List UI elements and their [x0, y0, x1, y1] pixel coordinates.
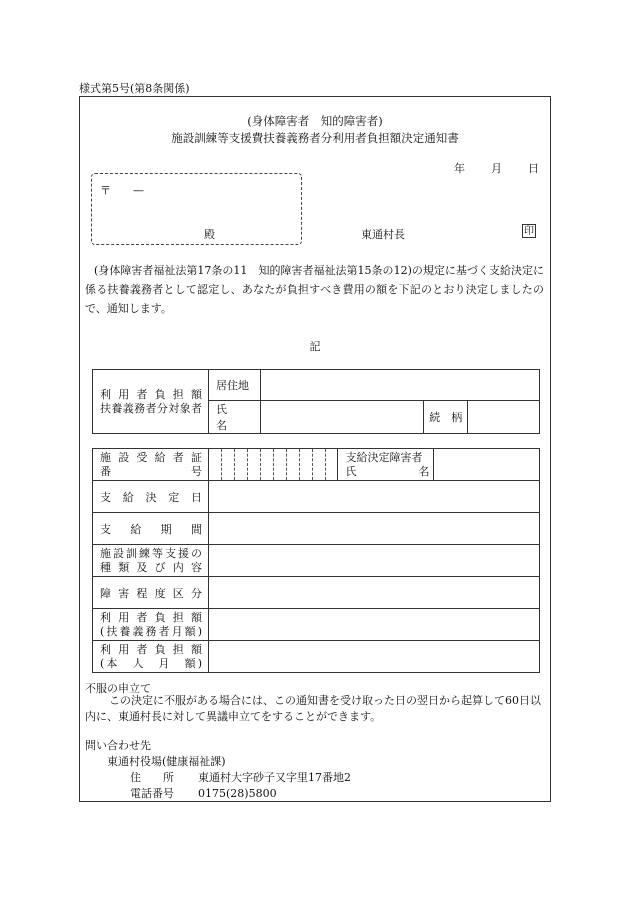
date-row: [454, 160, 539, 176]
guardian-info-table: [92, 369, 540, 434]
seal-mark: 印: [524, 226, 534, 237]
disability-class-label: 障害程度区分: [93, 577, 209, 609]
period-label: 支給期間: [93, 513, 209, 545]
residence-label: 居住地: [208, 370, 260, 401]
digit-box: [209, 449, 222, 480]
digit-box: [287, 449, 300, 480]
date-month: 月: [491, 162, 502, 175]
disability-class-value: [208, 577, 539, 609]
phone-label: 電話番号: [130, 787, 174, 800]
digit-box: [248, 449, 261, 480]
postal-code-mark: 〒 —: [100, 184, 144, 197]
guardian-burden-value: [208, 609, 539, 641]
relation-value: [468, 401, 540, 434]
self-burden-label: 利用者負担額 (本 人 月 額): [93, 641, 209, 673]
ki-heading: 記: [309, 340, 321, 353]
appeal-heading: 不服の申立て: [85, 682, 151, 695]
digit-box: [235, 449, 248, 480]
digit-box: [222, 449, 235, 480]
guardian-target-label: 利 用 者 負 担 額 扶養義務者分対象者: [93, 370, 209, 434]
document-title: 施設訓練等支援費扶養義務者分利用者負担額決定通知書: [171, 131, 459, 145]
digit-box: [274, 449, 287, 480]
contact-address-row: [130, 769, 351, 785]
digit-box: [326, 449, 338, 480]
period-value: [208, 513, 539, 545]
residence-value: [260, 370, 539, 401]
relation-label: 続 柄: [424, 401, 468, 434]
digit-box: [261, 449, 274, 480]
service-type-label: 施設訓練等支援の 種類及び内容: [93, 545, 209, 577]
digit-box: [313, 449, 326, 480]
decision-date-value: [208, 481, 539, 513]
recipient-name-value: [434, 449, 540, 481]
self-burden-value: [208, 641, 539, 673]
form-number: 様式第5号(第8条関係): [79, 82, 190, 95]
decision-table: [92, 448, 540, 673]
phone-value: 0175(28)5800: [198, 787, 277, 800]
decision-date-label: 支給決定日: [93, 481, 209, 513]
date-year: 年: [454, 162, 465, 175]
guardian-burden-label: 利用者負担額 (扶養義務者月額): [93, 609, 209, 641]
body-paragraph: (身体障害者福祉法第17条の11 知的障害者福祉法第15条の12)の規定に基づく支給決定に係る扶養義務者として認定し、あなたが負担すべき費用の額を下記のとおり決定しましたので、通知します。: [85, 264, 544, 315]
address-label: 住 所: [130, 771, 174, 784]
contact-office: 東通村役場(健康福祉課): [107, 755, 226, 768]
address-value: 東通村大字砂子又字里17番地2: [198, 771, 351, 784]
name-value: [260, 401, 423, 434]
appeal-text: この決定に不服がある場合には、この通知書を受け取った日の翌日から起算して60日以内に、東通村長に対して異議申立てをすることができます。: [85, 694, 541, 723]
certificate-number-label: 施設受給者証 番 号: [93, 449, 209, 481]
digit-box: [300, 449, 313, 480]
contact-phone-row: [130, 785, 277, 801]
contact-heading: 問い合わせ先: [85, 739, 151, 752]
title-line-1: (身体障害者 知的障害者): [247, 114, 383, 128]
certificate-number-digits: [208, 449, 337, 481]
sender-mayor: 東通村長: [361, 228, 405, 241]
honorific-dono: 殿: [204, 228, 215, 241]
recipient-name-label: 支給決定障害者 氏 名: [338, 449, 434, 481]
date-day: 日: [528, 162, 539, 175]
service-type-value: [208, 545, 539, 577]
name-label: 氏 名: [208, 401, 260, 434]
